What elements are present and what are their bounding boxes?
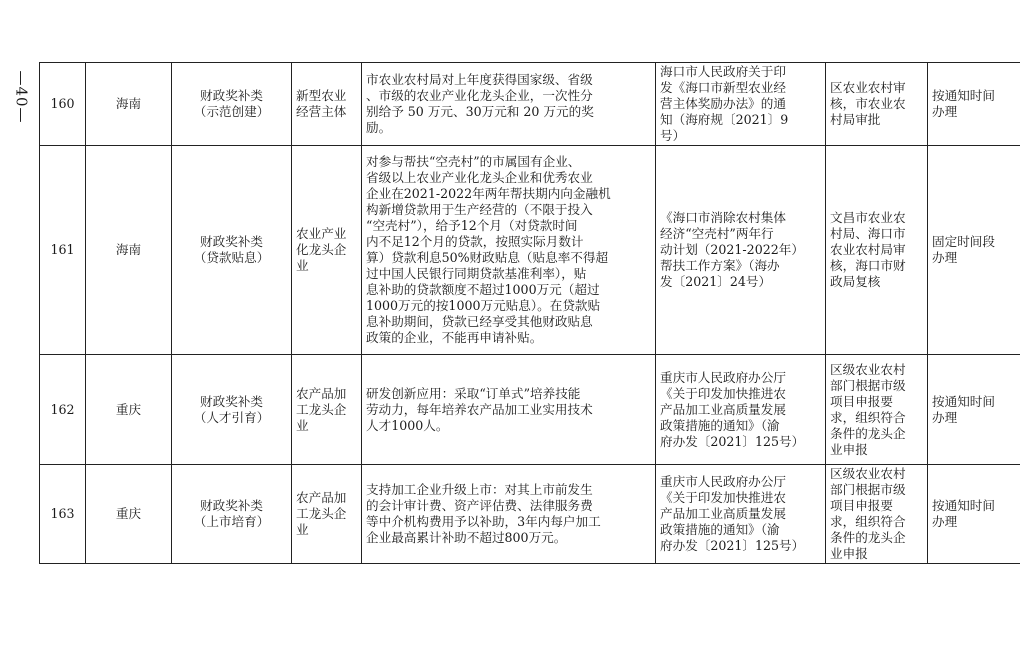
basis-text: 海口市人民政府关于印 发《海口市新型农业经 营主体奖励办法》的通 知（海府规〔2021〕9 号） xyxy=(660,64,789,143)
content-cell xyxy=(362,465,656,564)
page-number-text: —40— xyxy=(13,70,31,124)
page-number xyxy=(12,62,32,132)
department-text: 文昌市农业农 村局、海口市 农业农村局审 核，海口市财 政局复核 xyxy=(830,210,906,289)
content-text: 市农业农村局对上年度获得国家级、省级 、市级的农业产业化龙头企业，一次性分 别给予 50 万元、30万元和 20 万元的奖 励。 xyxy=(366,72,594,135)
timing-cell xyxy=(928,355,1020,465)
department-cell xyxy=(826,465,928,564)
department-text: 区级农业农村 部门根据市级 项目申报要 求，组织符合 条件的龙头企 业申报 xyxy=(830,361,906,457)
basis-text: 重庆市人民政府办公厅 《关于印发加快推进农 产品加工业高质量发展 政策措施的通知》（渝 府办发〔2021〕125号） xyxy=(660,474,805,553)
row-number: 163 xyxy=(40,465,86,564)
timing-text: 按通知时间 办理 xyxy=(932,88,995,119)
content-text: 支持加工企业升级上市：对其上市前发生 的会计审计费、资产评估费、法律服务费 等中介机构费用予以补助，3年内每户加工 企业最高累计补助不超过800万元。 xyxy=(366,482,601,545)
target-text: 农产品加 工龙头企 业 xyxy=(296,490,347,537)
region-cell: 海南 xyxy=(86,63,172,146)
department-cell xyxy=(826,146,928,355)
policy-type-text: 财政奖补类 （贷款贴息） xyxy=(193,234,270,265)
department-text: 区农业农村审 核，市农业农 村局审批 xyxy=(830,80,906,127)
policy-type-cell xyxy=(172,465,292,564)
basis-cell xyxy=(656,146,826,355)
policy-type-text: 财政奖补类 （示范创建） xyxy=(193,88,270,119)
region-cell: 重庆 xyxy=(86,465,172,564)
basis-cell xyxy=(656,63,826,146)
row-number: 160 xyxy=(40,63,86,146)
target-cell xyxy=(292,63,362,146)
target-text: 农业产业 化龙头企 业 xyxy=(296,226,347,273)
table-row xyxy=(40,146,1020,355)
policy-type-cell xyxy=(172,63,292,146)
target-cell xyxy=(292,465,362,564)
timing-text: 固定时间段 办理 xyxy=(932,234,995,265)
policy-table xyxy=(39,62,1020,564)
department-cell xyxy=(826,63,928,146)
row-number: 161 xyxy=(40,146,86,355)
basis-cell xyxy=(656,465,826,564)
target-cell xyxy=(292,146,362,355)
table-row xyxy=(40,465,1020,564)
policy-type-text: 财政奖补类 （人才引育） xyxy=(193,393,270,425)
row-number: 162 xyxy=(40,355,86,465)
table-row xyxy=(40,355,1020,465)
content-text: 研发创新应用：采取“订单式”培养技能 劳动力，每年培养农产品加工业实用技术 人才1000人。 xyxy=(366,385,593,433)
basis-cell xyxy=(656,355,826,465)
timing-cell xyxy=(928,63,1020,146)
basis-text: 《海口市消除农村集体 经济“空壳村”两年行 动计划（2021-2022年） 帮扶工作方案》（海办 发〔2021〕24号） xyxy=(660,210,804,289)
policy-type-cell xyxy=(172,146,292,355)
department-text: 区级农业农村 部门根据市级 项目申报要 求，组织符合 条件的龙头企 业申报 xyxy=(830,466,906,561)
region-cell: 重庆 xyxy=(86,355,172,465)
timing-cell xyxy=(928,465,1020,564)
basis-text: 重庆市人民政府办公厅 《关于印发加快推进农 产品加工业高质量发展 政策措施的通知》（渝 府办发〔2021〕125号） xyxy=(660,369,805,449)
content-text: 对参与帮扶“空壳村”的市属国有企业、 省级以上农业产业化龙头企业和优秀农业 企业在2021-2022年两年帮扶期内向金融机 构新增贷款用于生产经营的（不限于投入 “空壳村”），给予12个月（对贷款时间 内不足12个月的贷款，按照实际月数计 算）贷款利息50%财政贴息（贴息率不得超 过中国人民银行同期贷款基准利率），贴 息补助的贷款额度不超过1000万元（超过 1000万元的按1000万元贴息）。在贷款贴 息补助期间，贷款已经享受其他财政贴息 政策的企业，不能再申请补贴。 xyxy=(366,154,611,345)
policy-type-cell xyxy=(172,355,292,465)
content-cell xyxy=(362,63,656,146)
table-row xyxy=(40,63,1020,146)
region-cell: 海南 xyxy=(86,146,172,355)
policy-type-text: 财政奖补类 （上市培育） xyxy=(193,498,270,529)
timing-text: 按通知时间 办理 xyxy=(932,393,995,425)
content-cell xyxy=(362,355,656,465)
target-text: 新型农业 经营主体 xyxy=(296,88,347,119)
department-cell xyxy=(826,355,928,465)
target-cell xyxy=(292,355,362,465)
timing-cell xyxy=(928,146,1020,355)
content-cell xyxy=(362,146,656,355)
target-text: 农产品加 工龙头企 业 xyxy=(296,385,347,433)
timing-text: 按通知时间 办理 xyxy=(932,498,995,529)
